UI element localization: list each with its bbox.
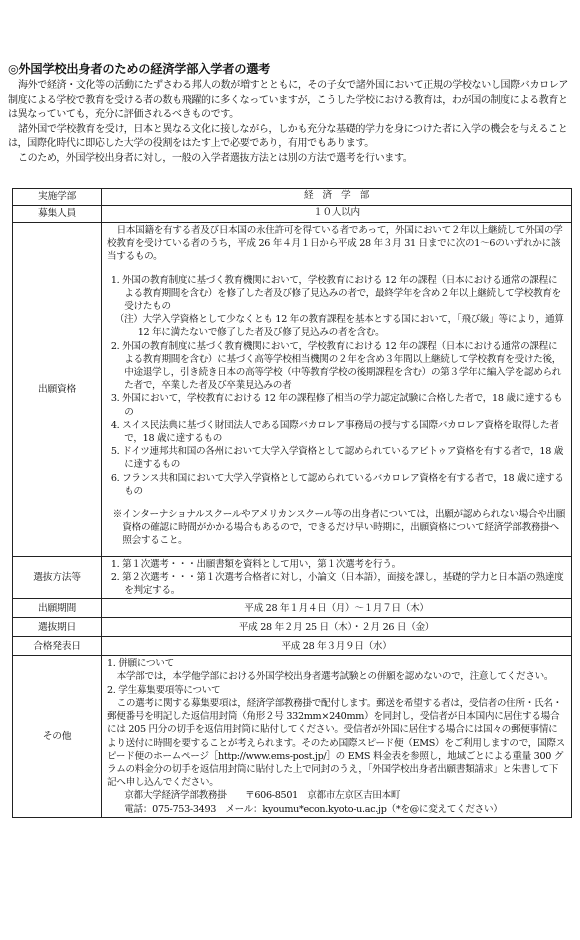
eligibility-note: （注）大学入学資格として少なくとも 12 年の教育課程を基本とする国において，「飛び級」等により，通算 12 年に満たないで修了した者及び修了見込みの者を含む。 (114, 314, 564, 339)
table-row-faculty (13, 189, 572, 206)
row-label: 合格発表日 (13, 637, 102, 656)
table-row-exam-dates (13, 618, 572, 637)
eligibility-item: 6. フランス共和国において大学入学資格として認められているバカロレア資格を有する者で，18 歳に達するもの (110, 472, 564, 497)
row-label: 実施学部 (13, 189, 102, 206)
table-row-capacity (13, 206, 572, 223)
other-heading: 1. 併願について (107, 658, 174, 670)
announcement-value: 平成 28 年３月９日（水） (102, 637, 572, 656)
row-label: 募集人員 (13, 206, 102, 223)
table-row-application-period (13, 599, 572, 618)
eligibility-item: 5. ドイツ連邦共和国の各州において大学入学資格として認められているアビトゥア資格を有する者で，18 歳に達するもの (110, 446, 564, 471)
row-label: 出願資格 (13, 223, 102, 557)
eligibility-remark: ※インターナショナルスクールやアメリカンスクール等の出身者については，出願が認められない場合や出願資格の確認に時間がかかる場合もあるので，できるだけ早い時期に，出願資格について経済学部教務掛へ照会すること。 (112, 509, 566, 547)
intro-paragraph: 諸外国で学校教育を受け，日本と異なる文化に接しながら，しかも充分な基礎的学力を身につけた者に入学の機会を与えることは，国際化時代に即応した大学の役割をはたす上で必要であり，有用でもあります。 (8, 123, 568, 150)
selection-item: 1. 第１次選考・・・出願書類を資料として用い，第１次選考を行う。 (110, 558, 401, 570)
contact-address: 京都大学経済学部教務掛 〒606-8501 京都市左京区吉田本町 (124, 790, 401, 802)
row-label: 選抜方法等 (13, 556, 102, 599)
selection-item: 2. 第２次選考・・・第１次選考合格者に対し，小論文（日本語），面接を課し，基礎的学力と日本語の熟達度を判定する。 (110, 571, 564, 597)
table-row-selection (13, 556, 572, 599)
other-heading: 2. 学生募集要項等について (107, 684, 221, 696)
other-paragraph: 本学部では，本学他学部における外国学校出身者選考試験との併願を認めないので，注意してください。 (116, 671, 554, 683)
intro-paragraph: 海外で経済・文化等の活動にたずさわる邦人の数が増すとともに，その子女で諸外国において正規の学校ないし国際バカロレア制度による学校で教育を受ける者の数も飛躍的に多くなっていますが，こうした学校における教育は，わが国の制度による教育とは異なっていても，充分に評価されるべきものです。 (8, 80, 569, 121)
eligibility-item: 1. 外国の教育制度に基づく教育機関において，学校教育における 12 年の課程（日本における通常の課程による教育期間を含む）を修了した者及び修了見込みの者で，最終学年を含め２年以上継続して学校教育を受けたもの (110, 274, 561, 313)
intro-paragraph: このため，外国学校出身者に対し，一般の入学者選抜方法とは別の方法で選考を行います。 (18, 152, 413, 164)
eligibility-cell (102, 223, 572, 557)
table-row-eligibility (13, 223, 572, 557)
table-row-other (13, 656, 572, 817)
admission-table (12, 188, 572, 818)
table-row-announcement (13, 637, 572, 656)
eligibility-item: 2. 外国の教育制度に基づく教育機関において，学校教育における 12 年の課程（日本における通常の課程による教育期間を含む）に基づく高等学校相当機関の２年を含め３年間以上継続して学校教育を受けた後，中途退学し，引き続き日本の高等学校（中等教育学校の後期課程を含む）の第３学年に編入学を認められた者で，卒業した者及び卒業見込みの者 (110, 340, 562, 392)
page-title: ◎外国学校出身者のための経済学部入学者の選考 (8, 62, 271, 76)
exam-dates-value: 平成 28 年２月 25 日（木）・２月 26 日（金） (102, 618, 572, 637)
contact-phone-email: 電話：075-753-3493 メール：kyoumu*econ.kyoto-u.ac.jp（*を@に変えてください） (124, 803, 503, 815)
row-label: 選抜期日 (13, 618, 102, 637)
row-label: 出願期間 (13, 599, 102, 618)
eligibility-item: 4. スイス民法典に基づく財団法人である国際バカロレア事務局の授与する国際バカロレア資格を取得した者で，18 歳に達するもの (110, 419, 559, 445)
faculty-value: 経 済 学 部 (102, 189, 572, 206)
row-label: その他 (13, 656, 102, 817)
eligibility-lead: 日本国籍を有する者及び日本国の永住許可を得ている者であって，外国において２年以上継続して外国の学校教育を受けている者のうち，平成 26 年４月１日から平成 28 年３月 31 日までに次の1〜6のいずれかに該当するもの。 (107, 225, 563, 263)
other-cell (102, 656, 572, 817)
eligibility-item: 3. 外国において，学校教育における 12 年の課程修了相当の学力認定試験に合格した者で，18 歳に達するもの (110, 393, 563, 418)
capacity-value: １０人以内 (102, 206, 572, 223)
application-period-value: 平成 28 年１月４日（月）〜１月７日（木） (102, 599, 572, 618)
other-paragraph: この選考に関する募集要項は，経済学部教務掛で配付します。郵送を希望する者は，受信者の住所・氏名・郵便番号を明記した返信用封筒（角形２号 332mm×240mm）を同封し，受信者が日本国内に居住する場合には 205 円分の切手を返信用封筒に貼付してください。受信者が外国に居住する場合には国々の郵便事情により送付に時間を要することが考えられます。そのため国際スピード便（EMS）をご利用しますので，国際スピード便のホームページ［http://www.ems-post.jp/］の EMS 料金表を参照し，地域ごとによる重量 300 グラムの料金分の切手を返信用封筒に貼付した上で同封のうえ，「外国学校出身者出願書類請求」と朱書して下記へ申し込んでください。 (107, 697, 565, 789)
selection-cell (102, 556, 572, 599)
intro-text (8, 79, 574, 167)
